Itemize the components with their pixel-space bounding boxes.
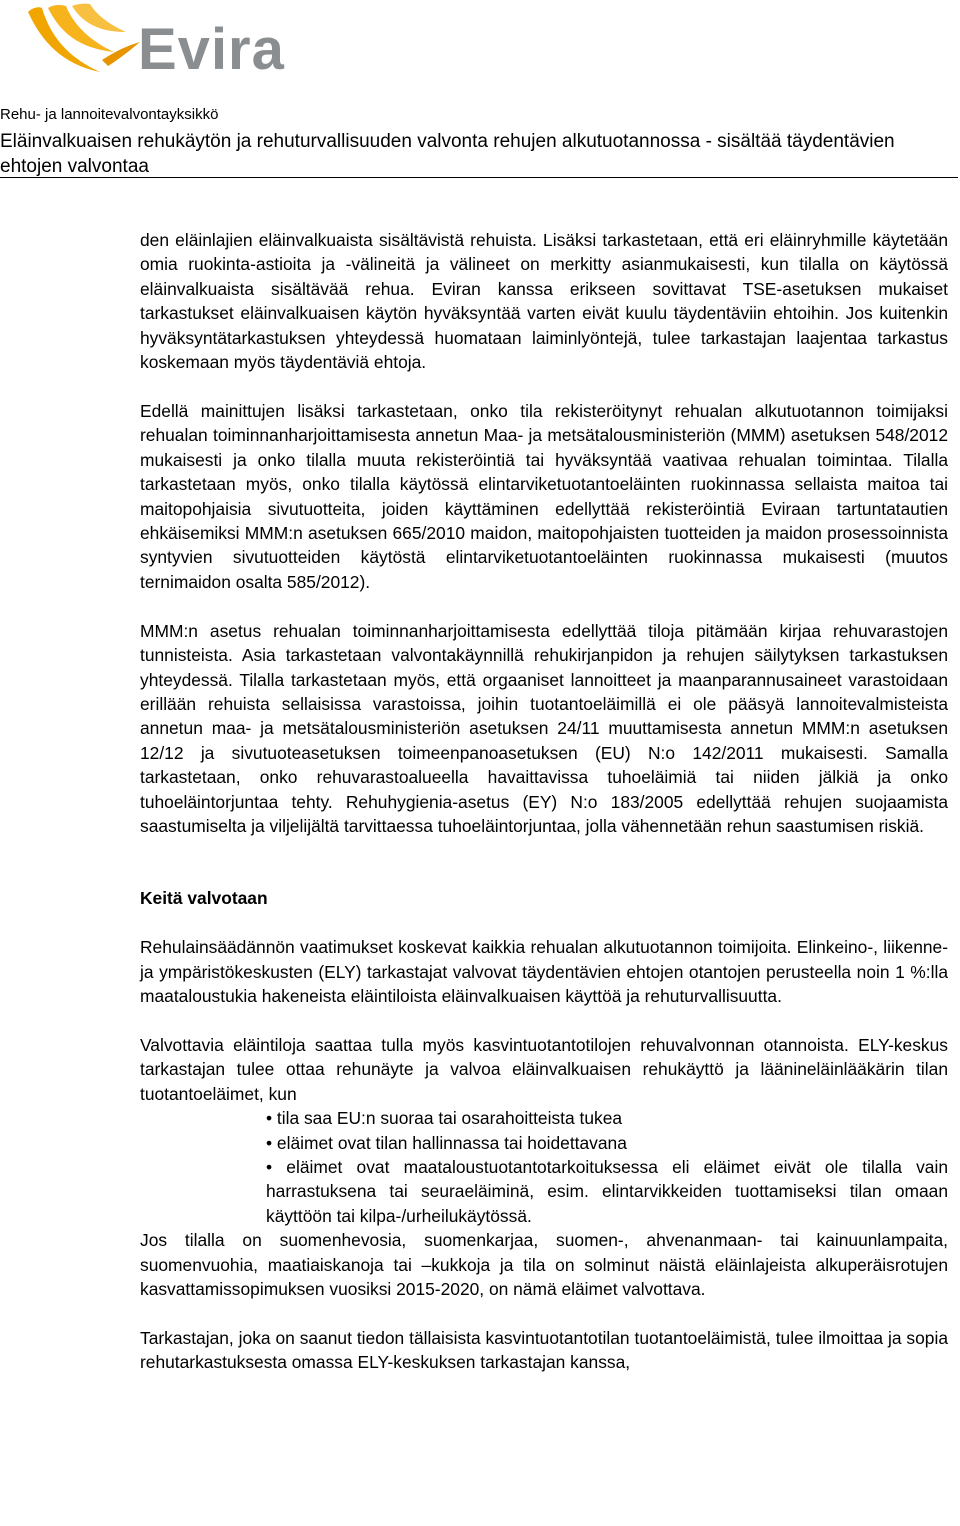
paragraph: Tarkastajan, joka on saanut tiedon tällaisista kasvintuotantotilan tuotantoeläimistä, tulee ilmoittaa ja sopia rehutarkastuksesta omassa ELY-keskuksen tarkastajan kanssa, (140, 1327, 948, 1373)
paragraph: Rehulainsäädännön vaatimukset koskevat kaikkia rehualan alkutuotannon toimijoita. Elinkeino-, liikenne- ja ympäristökeskusten (ELY) tarkastajat valvovat täydentävien ehtojen otantojen perusteella noin 1 %:lla maataloustukia hakeneista eläintiloista eläinvalkuaisen käyttöä ja rehuturvallisuutta. (140, 937, 948, 1007)
header-divider (0, 177, 958, 178)
paragraph: den eläinlajien eläinvalkuaista sisältävistä rehuista. Lisäksi tarkastetaan, että eri eläinryhmille käytetään omia ruokinta-astioita ja -välineitä ja välineet on merkitty asianmukaisesti, kun tilalla on käytössä eläinvalkuaista sisältävää rehua. Eviran kanssa erikseen sovittavat TSE-asetuksen mukaiset tarkastukset eläinvalkuaisen käytön hyväksyntää varten eivät kuulu täydentäviin ehtoihin. Jos kuitenkin hyväksyntätarkastuksen yhteydessä huomataan laiminlyöntejä, tulee tarkastajan laajentaa tarkastus koskemaan myös täydentäviä ehtoja. (140, 230, 948, 373)
unit-name: Rehu- ja lannoitevalvontayksikkö (0, 106, 219, 123)
list-item: • eläimet ovat maataloustuotantotarkoituksessa eli eläimet eivät ole tilalla vain harrastuksena tai seuraeläiminä, esim. elintarvikkeiden tuottamiseksi tilan omaan käyttöön tai kilpa-/urheilukäytössä. (266, 1157, 948, 1226)
paragraph: Edellä mainittujen lisäksi tarkastetaan, onko tila rekisteröitynyt rehualan alkutuotannon toimijaksi rehualan toiminnanharjoittamisesta annetun Maa- ja metsätalousministeriön (MMM) asetuksen 548/2012 mukaisesti ja onko tilalla muuta rekisteröintiä tai hyväksyntää vaativaa rehualan toimintaa. Tilalla tarkastetaan myös, onko tilalla käytössä elintarviketuotantoeläinten ruokinnassa sellaista maitoa tai maitopohjaisia sivutuotteita, joiden käyttäminen edellyttää rekisteröintiä Eviraan tartuntatautien ehkäisemiksi MMM:n asetuksen 665/2010 maidon, maitopohjaisten tuotteiden ja maidon prosessoinnista syntyvien sivutuotteiden käytöstä elintarviketuotantoeläinten ruokinnassa mukaisesti (muutos ternimaidon osalta 585/2012). (140, 400, 948, 592)
document-title: Eläinvalkuaisen rehukäytön ja rehuturvallisuuden valvonta rehujen alkutuotannossa - sisältää täydentävien ehtojen valvontaa (0, 131, 895, 177)
paragraph: Jos tilalla on suomenhevosia, suomenkarjaa, suomen-, ahvenanmaan- tai kainuunlampaita, suomenvuohia, maatiaiskanoja tai –kukkoja ja tila on solminut näistä eläinlajeista alkuperäisrotujen kasvattamissopimuksen vuosiksi 2015-2020, on nämä eläimet valvottava. (140, 1230, 948, 1300)
list-item: • eläimet ovat tilan hallinnassa tai hoidettavana (266, 1132, 627, 1153)
document-body (140, 228, 948, 1375)
evira-wing-icon (22, 2, 142, 82)
paragraph: Valvottavia eläintiloja saattaa tulla myös kasvintuotantotilojen rehuvalvonnan otannoista. ELY-keskus tarkastajan tulee ottaa rehunäyte ja valvoa eläinvalkuaisen rehukäyttö ja lääninеläinlääkärin tilan tuotantoeläimet, kun (140, 1034, 948, 1104)
list-item: • tila saa EU:n suoraa tai osarahoitteista tukea (266, 1108, 623, 1129)
section-heading: Keitä valvotaan (140, 888, 268, 909)
logo-wordmark: Evira (138, 17, 285, 82)
paragraph: MMM:n asetus rehualan toiminnanharjoittamisesta edellyttää tiloja pitämään kirjaa rehuvarastojen tunnisteista. Asia tarkastetaan valvontakäynnillä rehukirjanpidon ja rehujen säilytyksen tarkastuksen yhteydessä. Tilalla tarkastetaan myös, että orgaaniset lannoitteet ja maanparannusaineet varastoidaan erillään rehuista sellaisissa varastoissa, joihin tuotantoeläimillä ei ole pääsyä lannoitevalmisteista annetun maa- ja metsätalousministeriön asetuksen 24/11 muuttamisesta annetun MMM:n asetuksen 12/12 ja sivutuoteasetuksen toimeenpanoasetuksen (EU) N:o 142/2011 mukaisesti. Samalla tarkastetaan, onko rehuvarastoalueella havaittavissa tuhoeläimiä tai niiden jälkiä ja onko tuhoeläintorjuntaa tehty. Rehuhygienia-asetus (EY) N:o 183/2005 edellyttää rehujen suojaamista saastumiselta ja viljelijältä tarvittaessa tuhoeläintorjuntaa, jolla vähennetään rehun saastumisen riskiä. (140, 620, 948, 836)
evira-logo (22, 2, 285, 82)
bullet-list (140, 1106, 948, 1228)
